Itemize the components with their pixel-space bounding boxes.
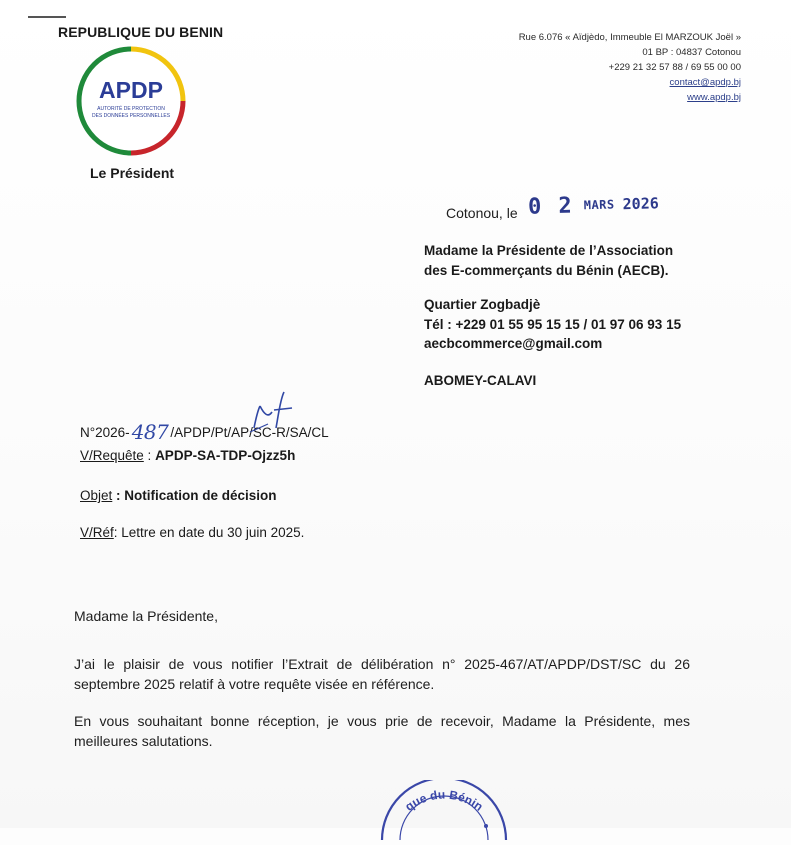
body-paragraph-1: J’ai le plaisir de vous notifier l’Extrait de délibération n° 2025-467/AT/APDP/DST/SC du 26 septembre 2025 relatif à votre requête visée en référence. <box>74 656 690 692</box>
date-stamp-month: MARS <box>583 197 615 213</box>
apdp-logo-graphic <box>74 44 188 158</box>
dateline-place: Cotonou, le <box>446 205 518 221</box>
date-stamp-day: 0 2 <box>527 193 575 220</box>
recipient-line-2: des E-commerçants du Bénin (AECB). <box>424 263 669 278</box>
request-label: V/Requête <box>80 448 144 463</box>
your-ref-line <box>80 525 304 540</box>
your-ref-sep: : <box>113 525 122 540</box>
request-value: APDP-SA-TDP-Ojzz5h <box>155 448 296 463</box>
president-title: Le Président <box>90 165 175 181</box>
seal-text: que du Bénin <box>402 787 486 814</box>
logo-acronym: APDP <box>99 77 163 103</box>
reference-prefix: N°2026- <box>80 425 130 440</box>
subject-line <box>80 488 277 503</box>
your-ref-value: Lettre en date du 30 juin 2025. <box>121 525 305 540</box>
subject-label: Objet <box>80 488 113 503</box>
request-sep: : <box>143 448 156 463</box>
request-line <box>80 448 295 463</box>
address-phones: +229 21 32 57 88 / 69 55 00 00 <box>608 62 741 73</box>
reference-suffix: /APDP/Pt/AP/SC-R/SA/CL <box>170 425 329 440</box>
your-ref-label: V/Réf <box>80 525 114 540</box>
recipient-city: ABOMEY-CALAVI <box>424 373 537 388</box>
address-website-link[interactable]: www.apdp.bj <box>687 92 741 103</box>
logo-tagline-2: DES DONNÉES PERSONNELLES <box>91 113 171 119</box>
recipient-address: Quartier Zogbadjè <box>424 297 541 312</box>
recipient-email: aecbcommerce@gmail.com <box>424 336 603 351</box>
svg-text:que du Bénin <box>402 787 485 813</box>
address-po-box: 01 BP : 04837 Cotonou <box>642 47 741 58</box>
address-street: Rue 6.076 « Aïdjèdo, Immeuble El MARZOUK Joël » <box>518 32 741 43</box>
date-stamp <box>528 191 659 219</box>
republic-heading: REPUBLIQUE DU BENIN <box>58 24 224 40</box>
reference-handwritten-number: 487 <box>131 420 169 444</box>
recipient-phone: Tél : +229 01 55 95 15 15 / 01 97 06 93 15 <box>424 317 682 332</box>
body-paragraph-2: En vous souhaitant bonne réception, je vous prie de recevoir, Madame la Présidente, mes meilleures salutations. <box>74 713 690 749</box>
handwritten-initials-mark <box>246 388 306 438</box>
top-rule <box>28 16 66 18</box>
subject-sep: : <box>112 488 125 503</box>
date-stamp-year: 2026 <box>622 194 659 214</box>
logo-tagline-1: AUTORITÉ DE PROTECTION <box>97 106 165 112</box>
subject-value: Notification de décision <box>124 488 277 503</box>
official-seal <box>374 780 514 840</box>
apdp-logo <box>74 44 188 158</box>
recipient-line-1: Madame la Présidente de l’Association <box>424 243 674 258</box>
salutation: Madame la Présidente, <box>74 608 218 624</box>
address-email-link[interactable]: contact@apdp.bj <box>669 77 741 88</box>
